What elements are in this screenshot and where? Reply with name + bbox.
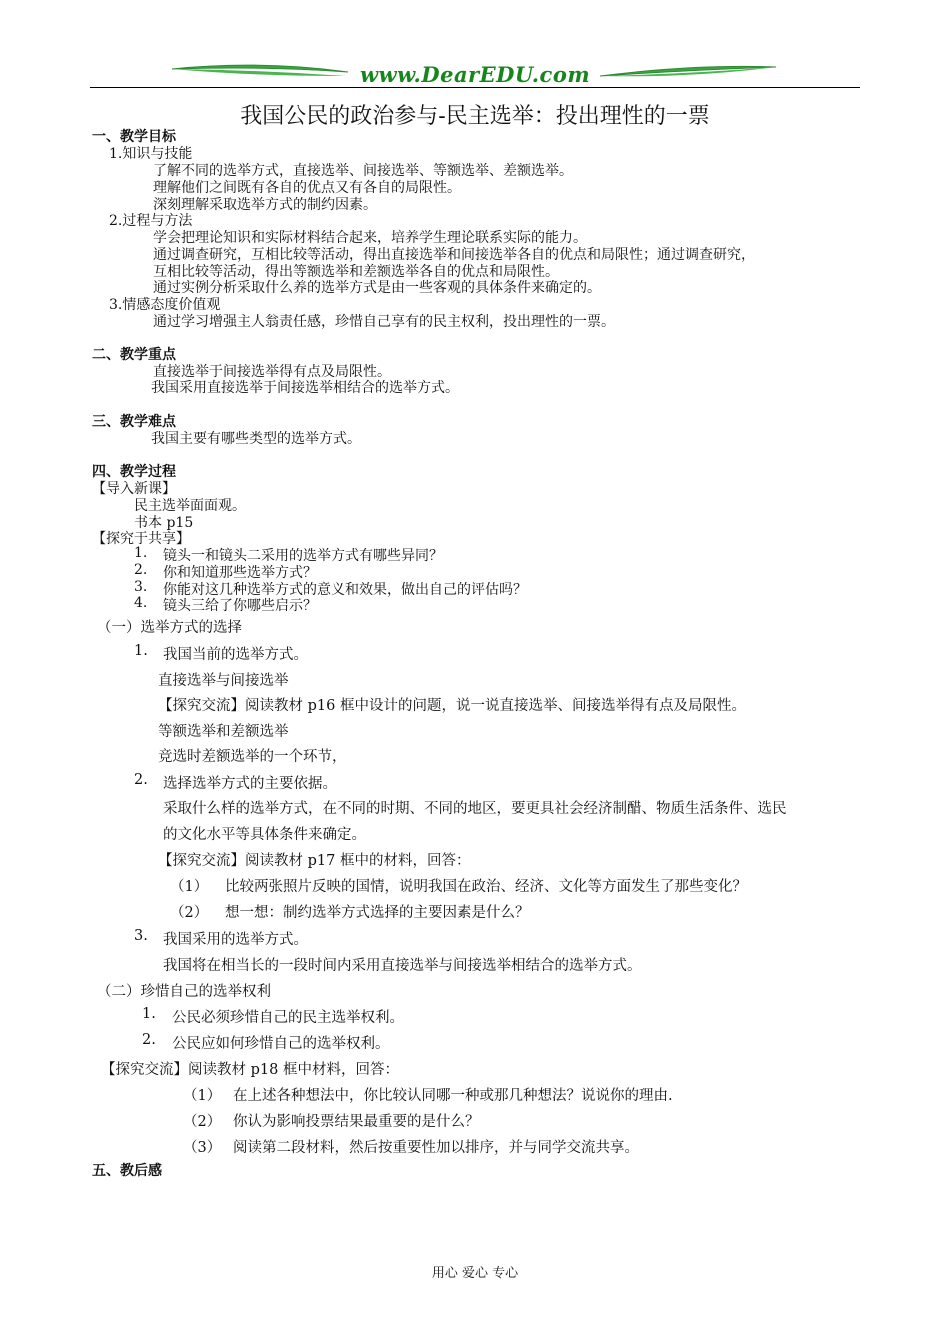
list-item: 在上述各种想法中，你比较认同哪一种或那几种想法？说说你的理由.	[233, 1088, 673, 1104]
text-line: 的文化水平等具体条件来确定。	[163, 827, 366, 843]
text-line: 等额选举和差额选举	[158, 724, 289, 740]
list-number: 1.	[142, 1006, 156, 1022]
list-number: （3）	[183, 1140, 222, 1156]
text-line: 采取什么样的选举方式，在不同的时期、不同的地区，要更具社会经济制醋、物质生活条件、选民	[163, 801, 787, 817]
list-number: 2.	[134, 772, 148, 788]
list-number: 3.	[134, 579, 148, 595]
list-number: （2）	[170, 905, 209, 921]
page-footer: 用心 爱心 专心	[431, 1266, 519, 1281]
bracket-label: 【导入新课】	[92, 481, 176, 497]
text-line: 我国采用直接选举于间接选举相结合的选举方式。	[151, 380, 459, 396]
section-heading: 四、教学过程	[92, 464, 176, 480]
list-number: 2.	[142, 1032, 156, 1048]
subsection-label: 3.情感态度价值观	[109, 297, 221, 313]
list-item: 你认为影响投票结果最重要的是什么？	[233, 1114, 480, 1130]
list-item: 阅读第二段材料，然后按重要性加以排序，并与同学交流共享。	[233, 1140, 639, 1156]
list-item: 公民必须珍惜自己的民主选举权利。	[172, 1010, 404, 1026]
list-item: 镜头三给了你哪些启示？	[163, 598, 317, 614]
text-line: 直接选举于间接选举得有点及局限性。	[153, 364, 391, 380]
subsection-label: 1.知识与技能	[109, 146, 193, 162]
list-number: 4.	[134, 595, 148, 611]
text-line: 深刻理解采取选举方式的制约因素。	[153, 197, 377, 213]
list-item: 你和知道那些选举方式？	[163, 565, 317, 581]
text-line: 通过调查研究，互相比较等活动，得出直接选举和间接选举各自的优点和局限性；通过调查研究，	[153, 247, 755, 263]
list-item: 我国当前的选举方式。	[163, 647, 308, 663]
text-line: 【探究交流】阅读教材 p18 框中材料，回答：	[101, 1062, 399, 1078]
list-number: 1.	[134, 643, 148, 659]
list-number: 1.	[134, 545, 148, 561]
header-logo-text: www.DearEDU.com	[359, 62, 591, 87]
text-line: 互相比较等活动，得出等额选举和差额选举各自的优点和局限性。	[153, 264, 559, 280]
list-item: 我国采用的选举方式。	[163, 932, 308, 948]
list-number: （1）	[170, 879, 209, 895]
part-heading: （一）选举方式的选择	[97, 620, 242, 636]
list-item: 你能对这几种选举方式的意义和效果，做出自己的评估吗？	[163, 582, 527, 598]
list-number: 2.	[134, 562, 148, 578]
list-item: 想一想：制约选举方式选择的主要因素是什么？	[225, 905, 530, 921]
text-line: 通过学习增强主人翁责任感，珍惜自己享有的民主权利，投出理性的一票。	[153, 314, 615, 330]
text-line: 我国主要有哪些类型的选举方式。	[151, 431, 361, 447]
header-rule	[90, 87, 860, 88]
text-line: 【探究交流】阅读教材 p17 框中的材料，回答：	[158, 853, 471, 869]
text-line: 民主选举面面观。	[134, 498, 246, 514]
subsection-label: 2.过程与方法	[109, 213, 193, 229]
text-line: 学会把理论知识和实际材料结合起来，培养学生理论联系实际的能力。	[153, 230, 587, 246]
list-item: 比较两张照片反映的国情，说明我国在政治、经济、文化等方面发生了那些变化？	[225, 879, 747, 895]
list-item: 公民应如何珍惜自己的选举权利。	[172, 1036, 390, 1052]
section-heading: 一、教学目标	[92, 129, 176, 145]
text-line: 了解不同的选举方式，直接选举、间接选举、等额选举、差额选举。	[153, 163, 573, 179]
text-line: 书本 p15	[134, 515, 194, 531]
document-title: 我国公民的政治参与-民主选举：投出理性的一票	[240, 104, 710, 129]
text-line: 直接选举与间接选举	[158, 673, 289, 689]
list-number: 3.	[134, 928, 148, 944]
list-item: 选择选举方式的主要依据。	[163, 776, 337, 792]
text-line: 我国将在相当长的一段时间内采用直接选举与间接选举相结合的选举方式。	[163, 958, 642, 974]
text-line: 竞选时差额选举的一个环节，	[158, 749, 347, 765]
list-item: 镜头一和镜头二采用的选举方式有哪些异同？	[163, 548, 443, 564]
part-heading: （二）珍惜自己的选举权利	[97, 984, 271, 1000]
list-number: （1）	[183, 1088, 222, 1104]
section-heading: 二、教学重点	[92, 347, 176, 363]
text-line: 通过实例分析采取什么养的选举方式是由一些客观的具体条件来确定的。	[153, 280, 601, 296]
text-line: 理解他们之间既有各自的优点又有各自的局限性。	[153, 180, 461, 196]
bracket-label: 【探究于共享】	[92, 531, 190, 547]
list-number: （2）	[183, 1114, 222, 1130]
section-heading: 五、教后感	[92, 1163, 162, 1179]
section-heading: 三、教学难点	[92, 414, 176, 430]
text-line: 【探究交流】阅读教材 p16 框中设计的问题，说一说直接选举、间接选举得有点及局限性。	[158, 698, 746, 714]
